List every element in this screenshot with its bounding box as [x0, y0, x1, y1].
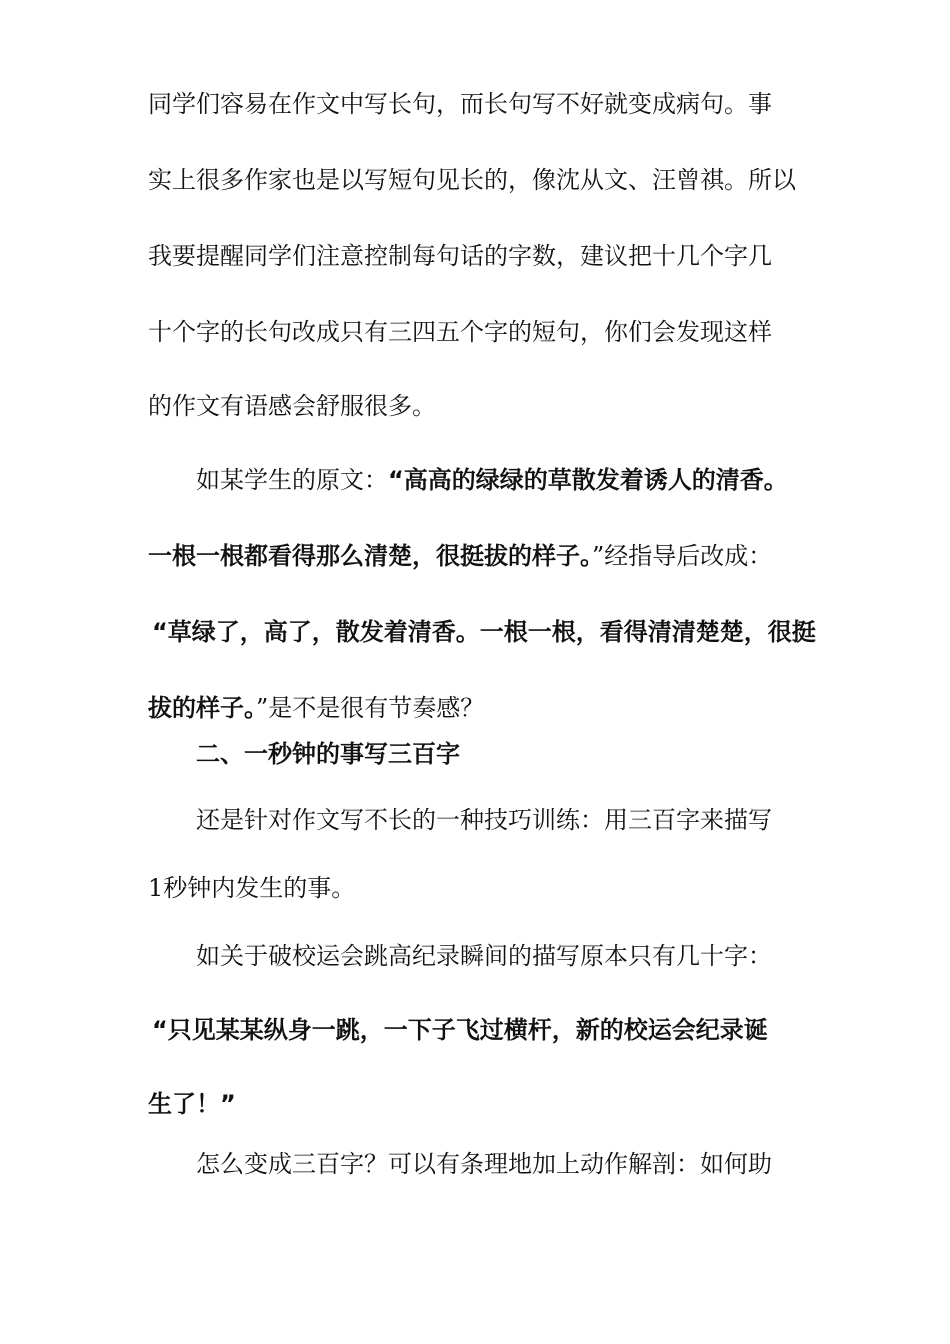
quoted-text: “只见某某纵身一跳，一下子飞过横杆，新的校运会纪录诞 — [152, 1016, 768, 1044]
example-line — [152, 1010, 768, 1050]
example-line — [148, 1084, 236, 1124]
example-line — [196, 460, 788, 500]
paragraph-line — [196, 936, 772, 976]
line-prefix: 如某学生的原文： — [196, 466, 388, 494]
line-text: 实上很多作家也是以写短句见长的，像沈从文、汪曾祺。所以 — [148, 166, 796, 194]
line-text: 怎么变成三百字？可以有条理地加上动作解剖：如何助 — [196, 1150, 772, 1178]
line-text: 1秒钟内发生的事。 — [148, 874, 356, 902]
quoted-text: “高高的绿绿的草散发着诱人的清香。 — [388, 466, 788, 494]
example-line — [152, 612, 816, 652]
line-suffix: ”是不是很有节奏感？ — [256, 694, 485, 722]
section-heading — [196, 734, 460, 774]
paragraph-line — [196, 800, 772, 840]
quoted-text: 拔的样子。 — [148, 694, 256, 722]
paragraph-line — [148, 160, 796, 200]
heading-text: 二、一秒钟的事写三百字 — [196, 740, 460, 768]
line-suffix: ”经指导后改成： — [592, 542, 773, 570]
paragraph-line — [148, 312, 772, 352]
paragraph-line — [148, 84, 772, 124]
paragraph-line — [148, 236, 772, 276]
quoted-text: 一根一根都看得那么清楚，很挺拔的样子。 — [148, 542, 592, 570]
example-line — [148, 536, 772, 576]
quoted-text: 生了！” — [148, 1090, 236, 1118]
quoted-text: “草绿了，高了，散发着清香。一根一根，看得清清楚楚，很挺 — [152, 618, 816, 646]
paragraph-line — [196, 1144, 772, 1184]
line-text: 十个字的长句改成只有三四五个字的短句，你们会发现这样 — [148, 318, 772, 346]
line-text: 同学们容易在作文中写长句，而长句写不好就变成病句。事 — [148, 90, 772, 118]
line-text: 的作文有语感会舒服很多。 — [148, 392, 436, 420]
line-text: 我要提醒同学们注意控制每句话的字数，建议把十几个字几 — [148, 242, 772, 270]
paragraph-line — [148, 386, 436, 426]
line-text: 还是针对作文写不长的一种技巧训练：用三百字来描写 — [196, 806, 772, 834]
line-text: 如关于破校运会跳高纪录瞬间的描写原本只有几十字： — [196, 942, 772, 970]
example-line — [148, 688, 484, 728]
paragraph-line — [148, 868, 355, 908]
